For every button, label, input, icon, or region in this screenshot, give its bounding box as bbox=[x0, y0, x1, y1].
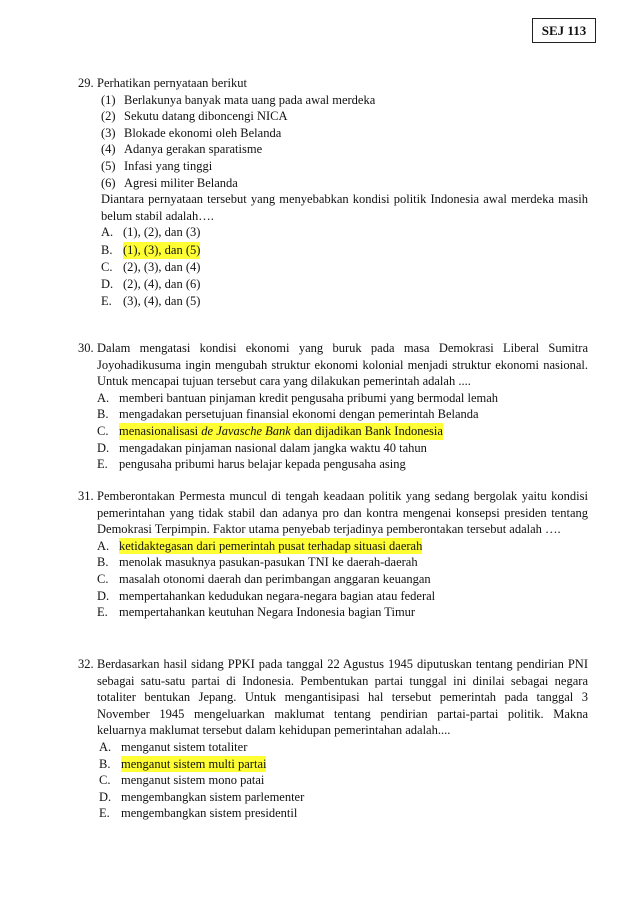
answer-option-c[interactable]: C. menganut sistem mono patai bbox=[99, 773, 265, 788]
answer-option-d[interactable]: D. mengadakan pinjaman nasional dalam jangka waktu 40 tahun bbox=[97, 440, 427, 455]
statement-item: (5) Infasi yang tinggi bbox=[101, 158, 213, 173]
question-stem: Dalam mengatasi kondisi ekonomi yang buruk pada masa Demokrasi Liberal Sumitra Joyohadikusuma ingin mengubah struktur ekonomi kolonial menjadi struktur ekonomi nasional. Untuk mencapai tujuan tersebut cara yang dilakukan pemerintah adalah .... bbox=[97, 341, 588, 389]
statement-item: (6) Agresi militer Belanda bbox=[101, 175, 238, 190]
answer-option-a[interactable]: A. ketidaktegasan dari pemerintah pusat terhadap situasi daerah bbox=[97, 538, 423, 553]
answer-option-a[interactable]: A. memberi bantuan pinjaman kredit pengusaha pribumi yang bermodal lemah bbox=[97, 390, 499, 405]
question-31 bbox=[78, 488, 588, 621]
question-stem: Diantara pernyataan tersebut yang menyebabkan kondisi politik Indonesia awal merdeka masih belum stabil adalah…. bbox=[101, 192, 588, 223]
question-number: 31. bbox=[78, 489, 94, 503]
statement-list bbox=[101, 92, 588, 192]
answer-option-e[interactable]: E. mengembangkan sistem presidentil bbox=[99, 806, 298, 821]
answer-option-b[interactable]: B. (1), (3), dan (5) bbox=[101, 242, 588, 259]
answer-option-c[interactable]: C. menasionalisasi de Javasche Bank dan dijadikan Bank Indonesia bbox=[97, 423, 443, 438]
answer-option-e[interactable]: E. pengusaha pribumi harus belajar kepada pengusaha asing bbox=[97, 457, 406, 472]
question-29 bbox=[78, 75, 588, 310]
highlighted-answer: menganut sistem multi partai bbox=[121, 756, 267, 771]
answer-option-b[interactable]: B. menolak masuknya pasukan-pasukan TNI ke daerah-daerah bbox=[97, 555, 418, 570]
answer-option-c[interactable]: C. masalah otonomi daerah dan perimbangan anggaran keuangan bbox=[97, 571, 431, 586]
question-number: 30. bbox=[78, 341, 94, 355]
statement-item: (2) Sekutu datang diboncengi NICA bbox=[101, 109, 288, 124]
question-30 bbox=[78, 340, 588, 473]
answer-options bbox=[97, 538, 588, 621]
answer-option-b[interactable]: B. mengadakan persetujuan finansial ekonomi dengan pemerintah Belanda bbox=[97, 407, 479, 422]
answer-options bbox=[101, 224, 588, 310]
statement-item: (3) Blokade ekonomi oleh Belanda bbox=[101, 125, 282, 140]
question-stem: Berdasarkan hasil sidang PPKI pada tanggal 22 Agustus 1945 diputuskan tentang pendirian PNI sebagai satu-satu partai di Indonesia. Pembentukan partai tunggal ini dinilai sebagai negara totaliter bentukan Jepang. Untuk mengantisipasi hal tersebut pemerintah pada tanggal 3 November 1945 mengeluarkan maklumat tentang pendirian partai-partai politik. Makna keluarnya maklumat tersebut dalam kehidupan pemerintahan adalah.... bbox=[97, 657, 588, 738]
answer-option-d[interactable]: D. mempertahankan kedudukan negara-negara bagian atau federal bbox=[97, 588, 436, 603]
statement-item: (1) Berlakunya banyak mata uang pada awal merdeka bbox=[101, 92, 376, 107]
answer-option-b[interactable]: B. menganut sistem multi partai bbox=[99, 756, 267, 771]
question-32 bbox=[78, 656, 588, 822]
question-stem: Pemberontakan Permesta muncul di tengah keadaan politik yang sedang bergolak yaitu kondisi pemerintahan yang tidak stabil dan adanya pro dan kontra mengenai konsepsi presiden tentang Demokrasi Terpimpin. Faktor utama penyebab terjadinya pemberontakan tersebut adalah …. bbox=[97, 489, 588, 537]
question-number: 29. bbox=[78, 76, 94, 90]
answer-options bbox=[97, 390, 588, 473]
answer-option-d[interactable]: D. (2), (4), dan (6) bbox=[101, 276, 201, 291]
answer-option-e[interactable]: E. (3), (4), dan (5) bbox=[101, 294, 201, 309]
answer-options bbox=[99, 739, 588, 822]
statement-item: (4) Adanya gerakan sparatisme bbox=[101, 142, 263, 157]
highlighted-answer: menasionalisasi de Javasche Bank dan dijadikan Bank Indonesia bbox=[119, 423, 443, 438]
question-number: 32. bbox=[78, 657, 94, 671]
answer-option-a[interactable]: A. menganut sistem totaliter bbox=[99, 739, 248, 754]
answer-option-c[interactable]: C. (2), (3), dan (4) bbox=[101, 259, 201, 274]
answer-option-a[interactable]: A. (1), (2), dan (3) bbox=[101, 225, 201, 240]
subject-code-box bbox=[532, 18, 596, 43]
answer-option-d[interactable]: D. mengembangkan sistem parlementer bbox=[99, 789, 305, 804]
subject-code: SEJ 113 bbox=[541, 22, 587, 38]
answer-option-e[interactable]: E. mempertahankan keutuhan Negara Indonesia bagian Timur bbox=[97, 605, 416, 620]
question-intro: Perhatikan pernyataan berikut bbox=[97, 76, 247, 90]
highlighted-answer: (1), (3), dan (5) bbox=[123, 242, 200, 259]
highlighted-answer: ketidaktegasan dari pemerintah pusat terhadap situasi daerah bbox=[119, 538, 423, 553]
